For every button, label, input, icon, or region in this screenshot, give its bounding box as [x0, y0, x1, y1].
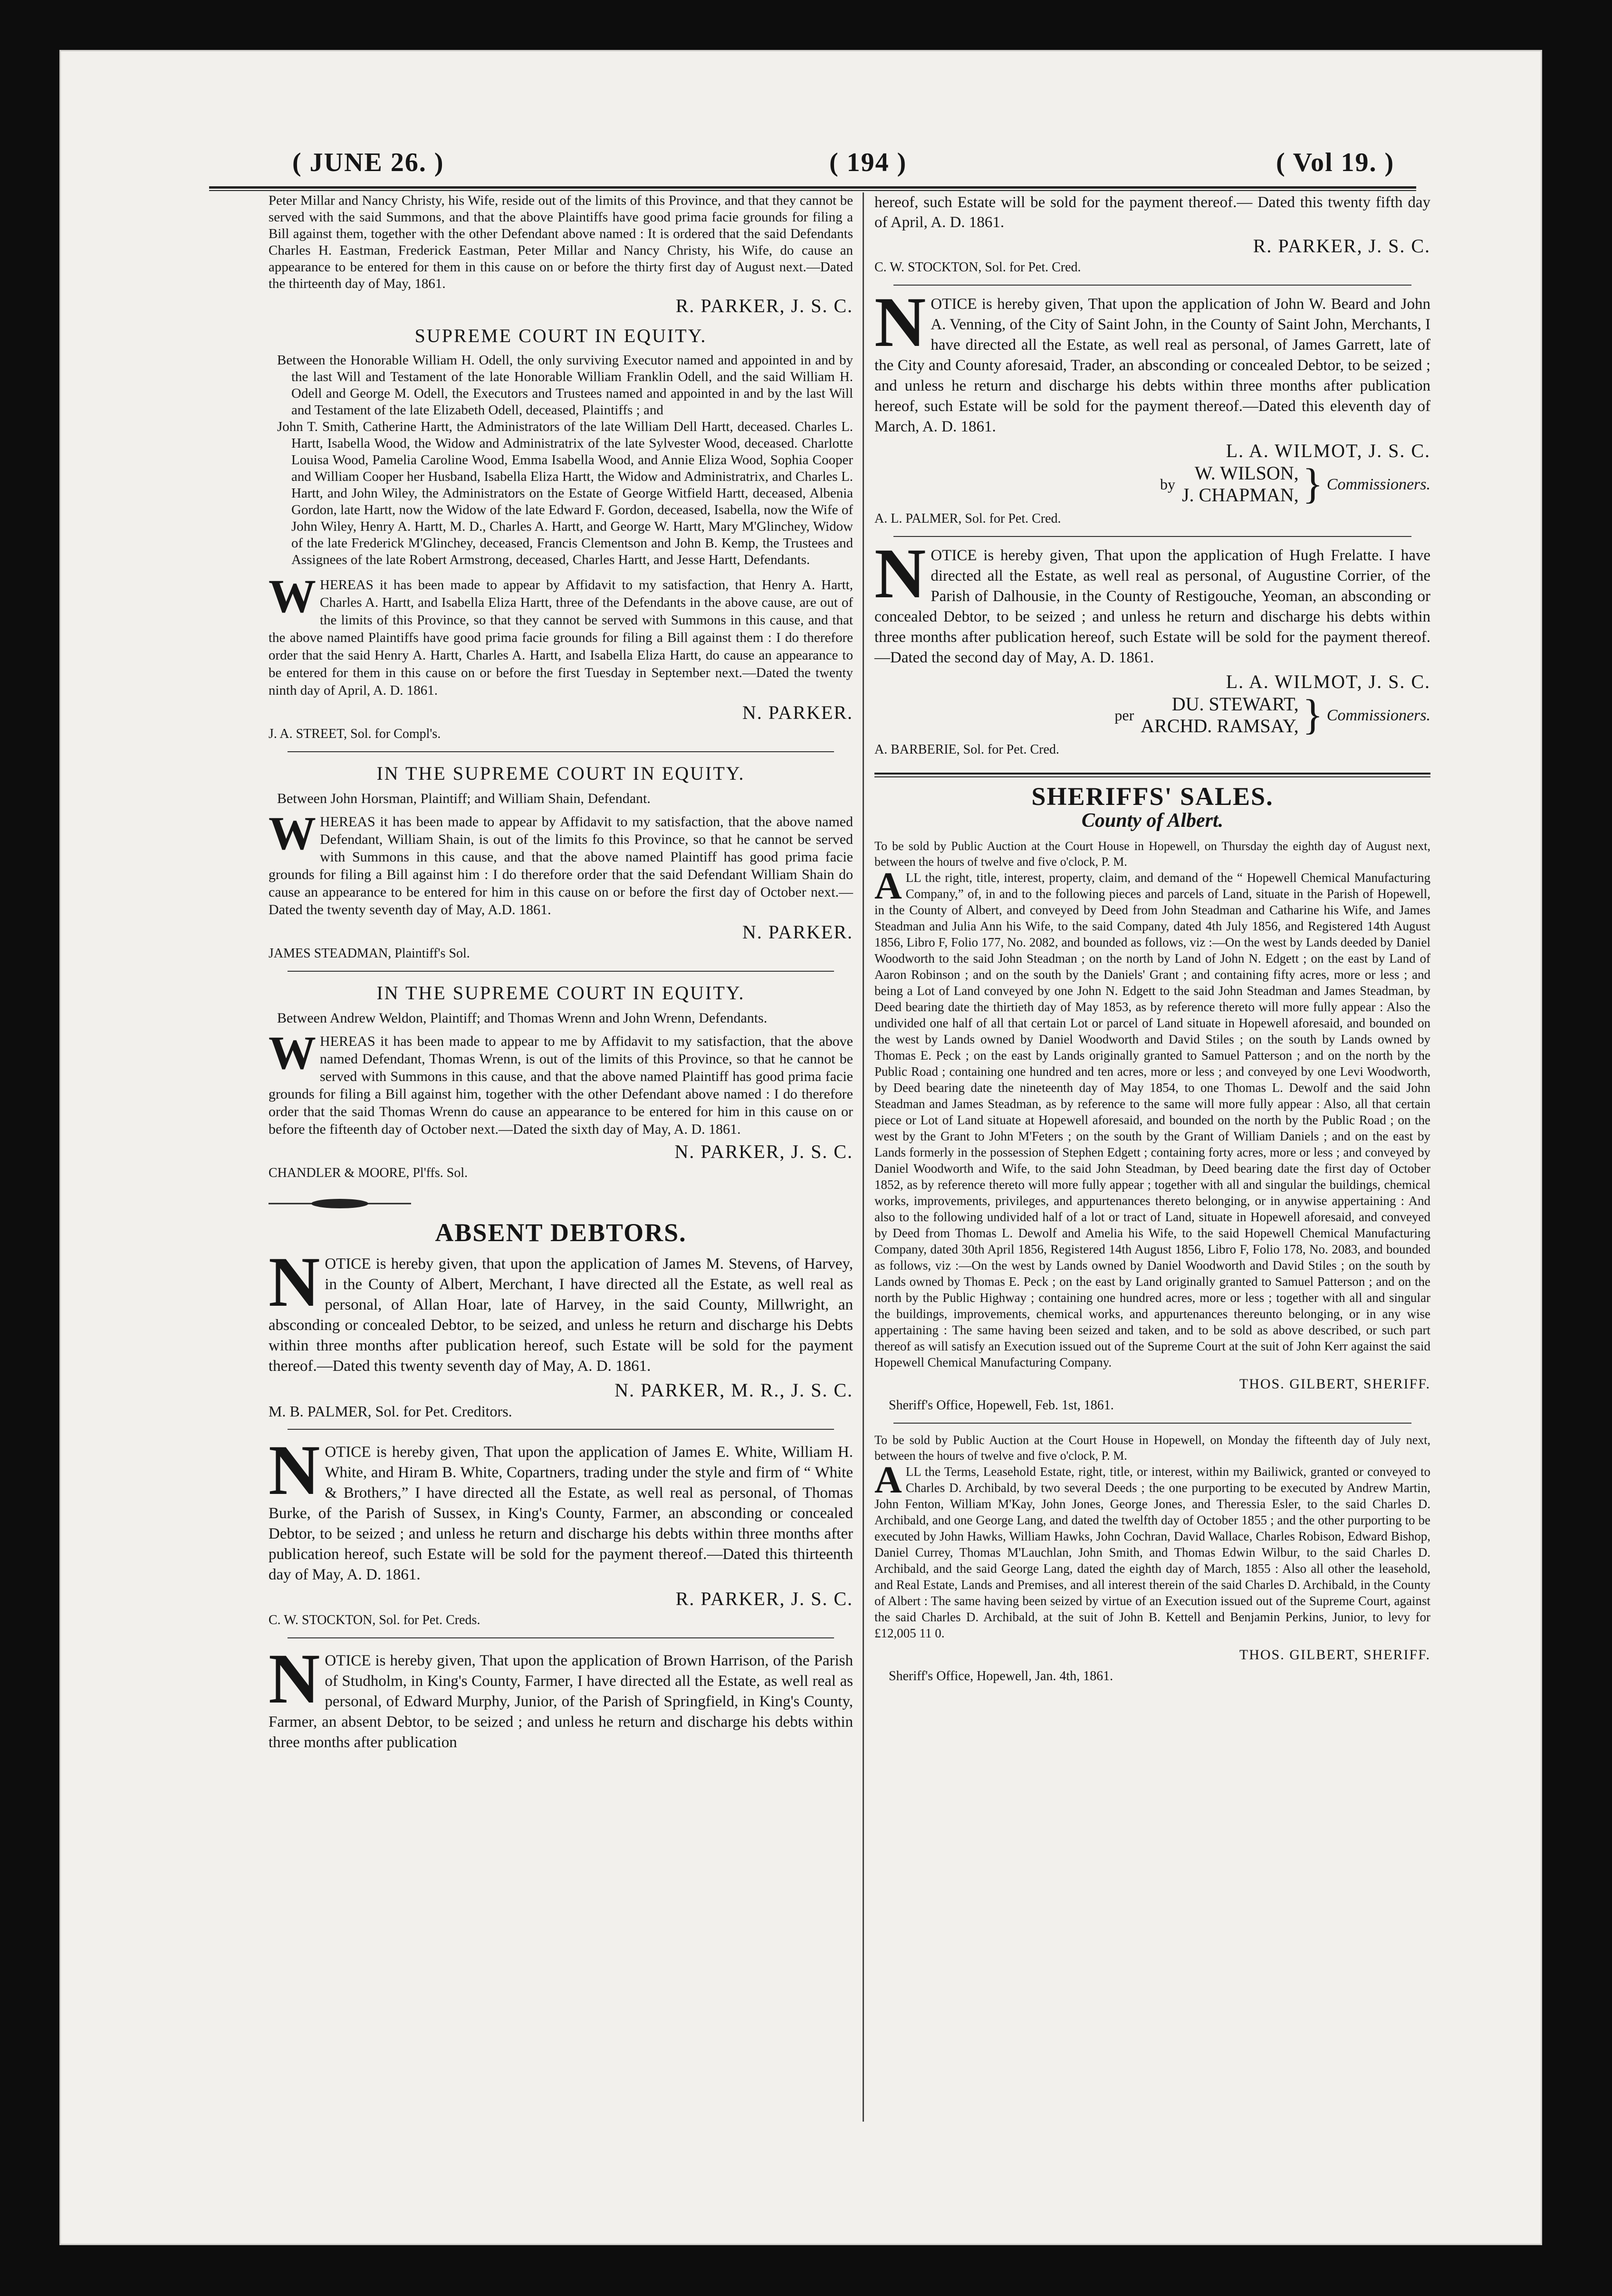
drop-cap: N	[874, 283, 926, 362]
section-divider	[893, 285, 1411, 286]
issue-date: ( JUNE 26. )	[292, 148, 444, 177]
brace-icon: }	[1302, 691, 1323, 738]
weldon-solicitor: CHANDLER & MOORE, Pl'ffs. Sol.	[269, 1166, 468, 1180]
commissioner-names	[1182, 462, 1299, 506]
weldon-notice	[269, 1026, 853, 1138]
absent-debtors-title: ABSENT DEBTORS.	[435, 1218, 687, 1247]
header-rule	[209, 186, 1416, 189]
sheriffs-sales-title: SHERIFFS' SALES.	[1031, 782, 1274, 811]
left-column	[269, 192, 853, 1753]
drop-cap: N	[269, 1639, 320, 1718]
section-divider	[288, 751, 834, 752]
section-divider	[288, 1637, 834, 1638]
commissioner-name: J. CHAPMAN,	[1181, 484, 1299, 506]
volume-number: ( Vol 19. )	[1276, 148, 1395, 177]
ornament-icon	[269, 1198, 411, 1209]
hoar-signature: N. PARKER, M. R., J. S. C.	[614, 1379, 853, 1401]
drop-cap: W	[269, 807, 316, 860]
horsman-notice	[269, 807, 853, 918]
murphy-notice	[269, 1639, 853, 1753]
horsman-parties: Between John Horsman, Plaintiff; and William Shain, Defendant.	[277, 791, 651, 806]
commissioner-name: DU. STEWART,	[1171, 693, 1299, 715]
section-rule	[874, 773, 1430, 775]
commissioners-role: Commissioners.	[1326, 475, 1430, 493]
horsman-notice-text: HEREAS it has been made to appear by Affidavit to my satisfaction, that the above named Defendant, William Shain, is out of the limits fo this Province, so that he cannot be served with Summons in this cause, and that the above named Plaintiff has good prima facie grounds for filing a Bill against him : I do therefore order that the said Defendant William Shain do cause an appearance to be entered for him in this cause on or before the first day of October next.—Dated the twenty seventh day of May, A.D. 1861.	[269, 814, 853, 918]
drop-cap: W	[269, 570, 316, 622]
weldon-parties: Between Andrew Weldon, Plaintiff; and Thomas Wrenn and John Wrenn, Defendants.	[277, 1010, 768, 1026]
burke-solicitor: C. W. STOCKTON, Sol. for Pet. Creds.	[269, 1613, 480, 1627]
odell-plaintiffs: Between the Honorable William H. Odell, the only surviving Executor named and appointed in and by the last Will and Testament of the late Honorable William Franklin Odell, and the said William H. Odell and George M. Odell, the Executors and Trustees named and appointed in and by the last Will and Testament of the late Elizabeth Odell, deceased, Plaintiffs ; and	[277, 353, 853, 418]
drop-cap: N	[874, 534, 926, 613]
intro-signature: R. PARKER, J. S. C.	[675, 295, 853, 316]
column-divider	[863, 192, 864, 2122]
section-divider	[893, 1423, 1411, 1424]
sale1-office: Sheriff's Office, Hopewell, Feb. 1st, 1861.	[889, 1398, 1114, 1413]
sale1-header: To be sold by Public Auction at the Court House in Hopewell, on Thursday the eighth day of August next, between the hours of twelve and five o'clock, P. M.	[874, 839, 1430, 869]
burke-notice	[269, 1431, 853, 1585]
continued-solicitor: C. W. STOCKTON, Sol. for Pet. Cred.	[874, 260, 1081, 275]
weldon-signature: N. PARKER, J. S. C.	[674, 1141, 853, 1162]
continued-signature: R. PARKER, J. S. C.	[1253, 235, 1430, 257]
odell-notice	[269, 570, 853, 699]
weldon-court-title: IN THE SUPREME COURT IN EQUITY.	[376, 982, 745, 1004]
odell-defendants: John T. Smith, Catherine Hartt, the Administrators of the late William Dell Hartt, deceased. Charles L. Hartt, Isabella Wood, the Widow and Administratrix of the late Sylvester Wood, deceased. Charlotte Louisa Wood, Pamelia Caroline Wood, Emma Isabella Wood, and Annie Eliza Wood, Sophia Cooper and William Cooper her Husband, Isabella Eliza Hartt, the Widow and Administratrix, and Charles L. Hartt, and John Wiley, the Administrators on the Estate of George Witfield Hartt, deceased, Albenia Gordon, late Hartt, now the Widow of the late Edward F. Gordon, deceased, Isabella, now the Wife of John Wiley, Henry A. Hartt, M. D., Charles A. Hartt, and George W. Hartt, Mary M'Glinchey, Widow of the late Frederick M'Glinchey, deceased, Francis Clementson and John B. Kemp, the Trustees and Assignees of the late Robert Armstrong, deceased, Charles Hartt, and Jesse Hartt, Defendants.	[277, 419, 853, 567]
right-column	[874, 192, 1430, 1690]
corrier-commissioners	[874, 693, 1430, 737]
burke-signature: R. PARKER, J. S. C.	[675, 1588, 853, 1609]
commissioners-by: by	[1160, 475, 1175, 493]
hoar-solicitor: M. B. PALMER, Sol. for Pet. Creditors.	[269, 1403, 512, 1420]
odell-signature: N. PARKER.	[742, 702, 853, 723]
garrett-notice-text: OTICE is hereby given, That upon the application of John W. Beard and John A. Venning, of the City of Saint John, in the County of Saint John, Merchants, I have directed all the Estate, as well real as personal, of James Garrett, late of the City and County aforesaid, Trader, an absconding or concealed Debtor, to be seized ; and unless he return and discharge his debts within three months after publication hereof, such Estate will be sold for the payment thereof.—Dated this eleventh day of March, A. D. 1861.	[874, 296, 1430, 435]
brace-icon: }	[1302, 460, 1323, 507]
commissioner-name: ARCHD. RAMSAY,	[1141, 715, 1299, 737]
murphy-notice-text: OTICE is hereby given, That upon the application of Brown Harrison, of the Parish of Studholm, in King's County, Farmer, I have directed all the Estate, as well real as personal, of Edward Murphy, Junior, of the Parish of Springfield, in King's County, Farmer, an absent Debtor, to be seized ; and unless he return and discharge his debts within three months after publication	[269, 1652, 853, 1751]
corrier-signature: L. A. WILMOT, J. S. C.	[1226, 671, 1430, 692]
county-title: County of Albert.	[1081, 810, 1224, 832]
commissioners-by: per	[1114, 706, 1134, 724]
drop-cap: A	[874, 865, 902, 907]
garrett-signature: L. A. WILMOT, J. S. C.	[1226, 440, 1430, 461]
section-divider	[288, 971, 834, 972]
sale2-signature: THOS. GILBERT, SHERIFF.	[1239, 1647, 1430, 1663]
sale2-notice	[874, 1459, 1430, 1641]
hoar-notice-text: OTICE is hereby given, that upon the application of James M. Stevens, of Harvey, in the County of Albert, Merchant, I have directed all the Estate, as well real as personal, of Allan Hoar, late of Harvey, in the said County, Millwright, an absconding or concealed Debtor, to be seized, and unless he return and discharge his Debts within three months after publication hereof, such Estate will be sold for the payment thereof.—Dated this twenty seventh day of May, A. D. 1861.	[269, 1255, 853, 1375]
drop-cap: A	[874, 1459, 902, 1501]
horsman-court-title: IN THE SUPREME COURT IN EQUITY.	[376, 763, 745, 784]
odell-court-title: SUPREME COURT IN EQUITY.	[414, 325, 707, 346]
corrier-notice-text: OTICE is hereby given, That upon the application of Hugh Frelatte. I have directed all the Estate, as well real as personal, of Augustine Corrier, of the Parish of Dalhousie, in the County of Restigouche, Yeoman, an absconding or concealed Debtor, to be seized ; and unless he return and discharge his debts within three months after publication hereof, such Estate will be sold for the payment thereof.—Dated the second day of May, A. D. 1861.	[874, 547, 1430, 666]
horsman-solicitor: JAMES STEADMAN, Plaintiff's Sol.	[269, 946, 470, 961]
drop-cap: N	[269, 1243, 320, 1321]
odell-solicitor: J. A. STREET, Sol. for Compl's.	[269, 727, 441, 741]
hoar-notice	[269, 1243, 853, 1377]
sale1-signature: THOS. GILBERT, SHERIFF.	[1239, 1376, 1430, 1392]
section-divider	[288, 1429, 834, 1430]
corrier-notice	[874, 534, 1430, 668]
header-rule-thin	[209, 190, 1416, 191]
corrier-solicitor: A. BARBERIE, Sol. for Pet. Cred.	[874, 742, 1059, 757]
section-rule-thin	[874, 776, 1430, 777]
sale2-office: Sheriff's Office, Hopewell, Jan. 4th, 1861.	[889, 1669, 1113, 1684]
commissioners-role: Commissioners.	[1326, 706, 1430, 724]
garrett-solicitor: A. L. PALMER, Sol. for Pet. Cred.	[874, 511, 1061, 526]
horsman-signature: N. PARKER.	[742, 921, 853, 943]
sale1-notice	[874, 865, 1430, 1370]
sale2-text: LL the Terms, Leasehold Estate, right, title, or interest, within my Bailiwick, granted or conveyed to Charles D. Archibald, by two several Deeds ; the one purporting to be executed by Andrew Martin, John Fenton, William M'Kay, John Jones, George Jones, and Theressia Esler, to the said Charles D. Archibald, and one George Lang, and dated the twelfth day of October 1855 ; and the other purporting to be executed by John Hawks, William Hawks, John Cochran, David Wallace, Charles Robison, Edward Bishop, Daniel Currey, Thomas M'Lauchlan, John Smith, and Thomas Edwin Wilbur, to the said Charles D. Archibald, and the said George Lang, dated the eighth day of March, 1855 : Also all other the leasehold, and Real Estate, Lands and Premises, and all interest therein of the said Charles D. Archibald, in the County of Albert : The same having been seized by virtue of an Execution issued out of the Supreme Court, against the said Charles D. Archibald, at the suit of John B. Kettell and Benjamin Perkins, Junior, to levy for £12,005 11 0.	[874, 1464, 1430, 1640]
page-number: ( 194 )	[829, 148, 907, 177]
sale1-text: LL the right, title, interest, property, claim, and demand of the “ Hopewell Chemical Manufacturing Company,” of, in and to the following pieces and parcels of Land, situate in the Parish of Hopewell, in the County of Albert, and conveyed by Deed from John Steadman and Catharine his Wife, and James Steadman and Julia Ann his Wife, to the said Company, dated 4th July 1856, and Registered 14th August 1856, Libro F, Folio 177, No. 2082, and bounded as follows, viz :—On the west by Lands deeded by Daniel Woodworth to the said John Steadman ; on the north by Land of John N. Edgett ; on the east by Land of Aaron Robinson ; and on the south by the Daniels' Grant ; and containing fifty acres, more or less ; and being a Lot of Land conveyed by one John N. Edgett to the said John Steadman and James Steadman, by Deed bearing date the thirtieth day of May 1853, as by reference thereto will more fully appear : Also the undivided one half of all that certain Lot or parcel of Land situate in Hopewell aforesaid, and bounded on the west by Lands owned by Daniel Woodworth and David Stiles ; on the south by Lands owned by Thomas E. Peck ; on the east by Lands originally granted to Samuel Patterson ; and on the north by the Public Road ; containing one hundred and ten acres, more or less ; and conveyed by one Levi Woodworth, by Deed bearing date the nineteenth day of May 1854, to one Thomas L. Dewolf and the said John Steadman and James Steadman, as by reference to the same will more fully appear : Also, all that certain piece or Lot of Land situate at Hopewell aforesaid, and bounded on the north by the Public Road ; on the west by the Grant to John M'Feters ; on the south by the Grant of William Daniels ; and on the east by Lands formerly in the possession of Stephen Edgett ; containing forty acres, more or less ; and conveyed by Daniel Woodworth and Wife, to the said John Steadman, by Deed bearing date the first day of October 1852, as by reference thereto will more fully appear ; together with all and singular the buildings, chemical works, improvements, privileges, and appurtenances thereto belonging, or in anywise appertaining : And also to the following undivided half of a lot or tract of Land, situate in Hopewell aforesaid, and conveyed by Deed from Thomas L. Dewolf and Amelia his Wife, to the said Hopewell Chemical Manufacturing Company, dated 30th April 1856, Registered 14th August 1856, Libro F, Folio 178, No. 2083, and bounded as follows, viz :—On the west by Lands owned by Daniel Woodworth and David Stiles ; on the south by Lands owned by Thomas E. Peck ; on the east by Land originally granted to Samuel Patterson ; and on the north by the Public Highway ; containing one hundred acres, more or less ; together with all and singular the buildings, improvements, chemical works, and appurtenances thereunto belonging, or in any wise appertaining : The same having been seized and taken, and to be sold as above described, or such part thereof as will satisfy an Execution issued out of the Supreme Court at the suit of John Kerr against the said Hopewell Chemical Manufacturing Company.	[874, 871, 1430, 1369]
garrett-notice	[874, 283, 1430, 437]
weldon-notice-text: HEREAS it has been made to appear to me by Affidavit to my satisfaction, that the above named Defendant, Thomas Wrenn, is out of the limits of this Province, so that he cannot be served with Summons in this cause, and that the above named Plaintiff has good prima facie grounds for filing a Bill against him, together with the other Defendant above named : I do therefore order that the said Thomas Wrenn do cause an appearance to be entered for him in this cause on or before the fifteenth day of October next.—Dated the sixth day of May, A. D. 1861.	[269, 1033, 853, 1137]
drop-cap: W	[269, 1026, 316, 1079]
sale2-header: To be sold by Public Auction at the Court House in Hopewell, on Monday the fifteenth day of July next, between the hours of twelve and five o'clock, P. M.	[874, 1433, 1430, 1463]
commissioner-name: W. WILSON,	[1194, 462, 1299, 484]
commissioner-names	[1141, 693, 1298, 737]
drop-cap: N	[269, 1431, 320, 1510]
section-divider	[893, 536, 1411, 537]
intro-notice-text: Peter Millar and Nancy Christy, his Wife, reside out of the limits of this Province, and that they cannot be served with the said Summons, and that the above Plaintiffs have good prima facie grounds for filing a Bill against them, together with the other Defendant above named : It is ordered that the said Defendants Charles H. Eastman, Frederick Eastman, Peter Millar and Nancy Christy, his Wife, do cause an appearance to be entered for them in this cause on or before the thirty first day of August next.—Dated the thirteenth day of May, 1861.	[269, 193, 853, 291]
burke-notice-text: OTICE is hereby given, That upon the application of James E. White, William H. White, and Hiram B. White, Copartners, trading under the style and firm of “ White & Brothers,” I have directed all the Estate, as well real as personal, of Thomas Burke, of the Parish of Sussex, in King's County, Farmer, an absconding or concealed Debtor, to be seized ; and unless he return and discharge his debts within three months after publication hereof, such Estate will be sold for the payment thereof.—Dated this thirteenth day of May, A. D. 1861.	[269, 1444, 853, 1583]
odell-notice-text: HEREAS it has been made to appear by Affidavit to my satisfaction, that Henry A. Hartt, Charles A. Hartt, and Isabella Eliza Hartt, three of the Defendants in the above cause, are out of the limits of this Province, so that they cannot be served with Summons in this cause, and that the above named Plaintiffs have good prima facie grounds for filing a Bill against them : I do therefore order that the said Henry A. Hartt, Charles A. Hartt, and Isabella Eliza Hartt, do cause an appearance to be entered for them in this cause on or before the first Tuesday in September next.—Dated the twenty ninth day of April, A. D. 1861.	[269, 577, 853, 698]
garrett-commissioners	[874, 462, 1430, 506]
continued-notice-text: hereof, such Estate will be sold for the payment thereof.— Dated this twenty fifth day of April, A. D. 1861.	[874, 194, 1430, 231]
